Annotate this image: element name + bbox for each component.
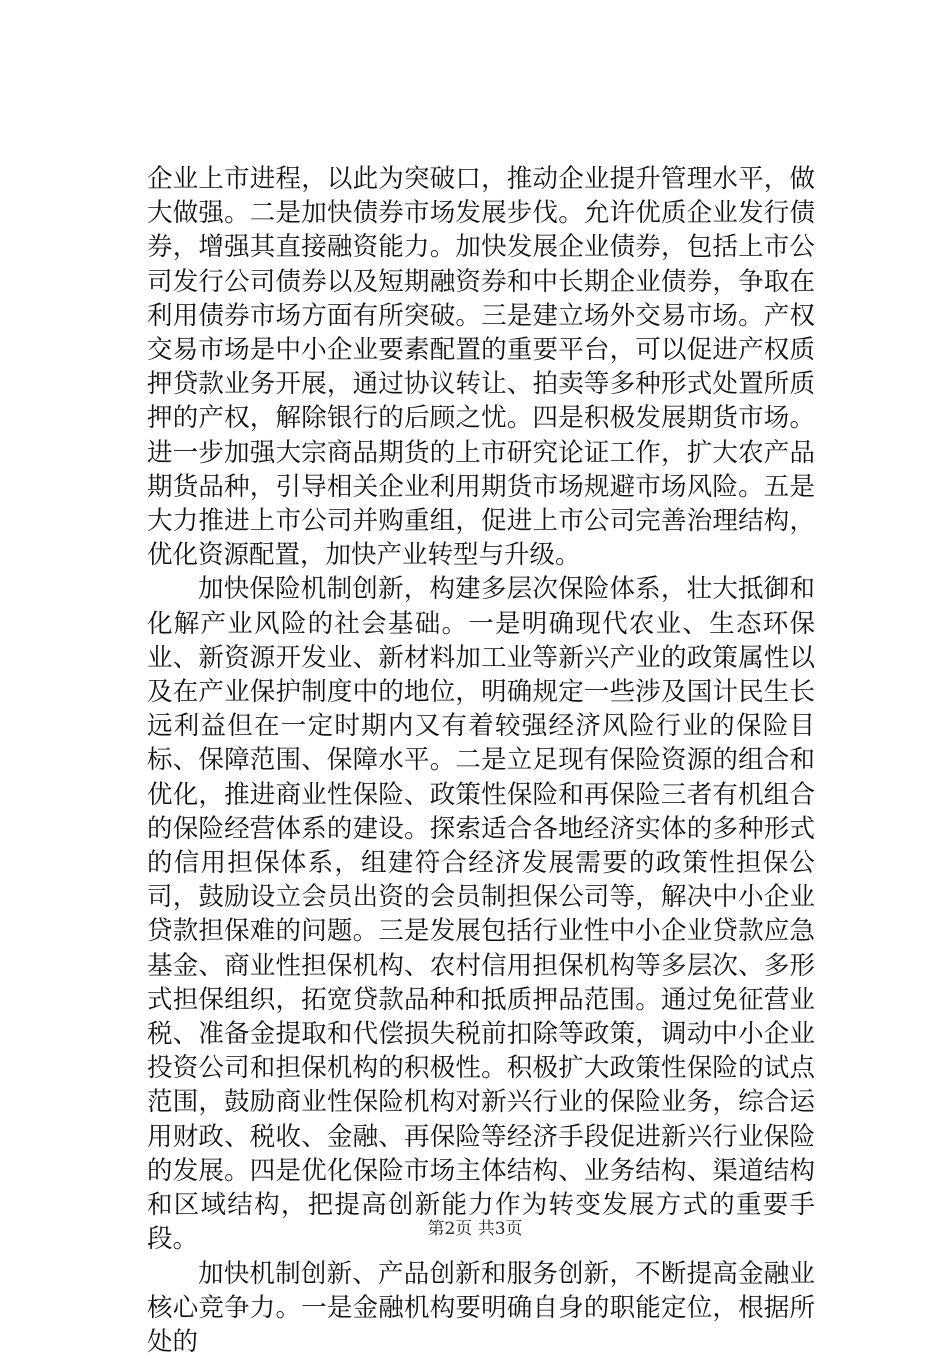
page-footer: 第2页 共3页	[0, 1214, 950, 1239]
paragraph-innovation: 加快机制创新、产品创新和服务创新，不断提高金融业核心竞争力。一是金融机构要明确自身的职能定位，根据所处的	[147, 1257, 815, 1359]
paragraph-insurance: 加快保险机制创新，构建多层次保险体系，壮大抵御和化解产业风险的社会基础。一是明确现代农业、生态环保业、新资源开发业、新材料加工业等新兴产业的政策属性以及在产业保护制度中的地位，明确规定一些涉及国计民生长远利益但在一定时期内又有着较强经济风险行业的保险目标、保障范围、保障水平。二是立足现有保险资源的组合和优化，推进商业性保险、政策性保险和再保险三者有机组合的保险经营体系的建设。探索适合各地经济实体的多种形式的信用担保体系，组建符合经济发展需要的政策性担保公司，鼓励设立会员出资的会员制担保公司等，解决中小企业贷款担保难的问题。三是发展包括行业性中小企业贷款应急基金、商业性担保机构、农村信用担保机构等多层次、多形式担保组织，拓宽贷款品种和抵质押品范围。通过免征营业税、准备金提取和代偿损失税前扣除等政策，调动中小企业投资公司和担保机构的积极性。积极扩大政策性保险的试点范围，鼓励商业性保险机构对新兴行业的保险业务，综合运用财政、税收、金融、再保险等经济手段促进新兴行业保险的发展。四是优化保险市场主体结构、业务结构、渠道结构和区域结构，把提高创新能力作为转变发展方式的重要手段。	[147, 572, 815, 1256]
document-body	[147, 162, 815, 1359]
paragraph-continued: 企业上市进程，以此为突破口，推动企业提升管理水平，做大做强。二是加快债券市场发展步伐。允许优质企业发行债券，增强其直接融资能力。加快发展企业债券，包括上市公司发行公司债券以及短期融资券和中长期企业债券，争取在利用债券市场方面有所突破。三是建立场外交易市场。产权交易市场是中小企业要素配置的重要平台，可以促进产权质押贷款业务开展，通过协议转让、拍卖等多种形式处置所质押的产权，解除银行的后顾之忧。四是积极发展期货市场。进一步加强大宗商品期货的上市研究论证工作，扩大农产品期货品种，引导相关企业利用期货市场规避市场风险。五是大力推进上市公司并购重组，促进上市公司完善治理结构，优化资源配置，加快产业转型与升级。	[147, 162, 815, 572]
